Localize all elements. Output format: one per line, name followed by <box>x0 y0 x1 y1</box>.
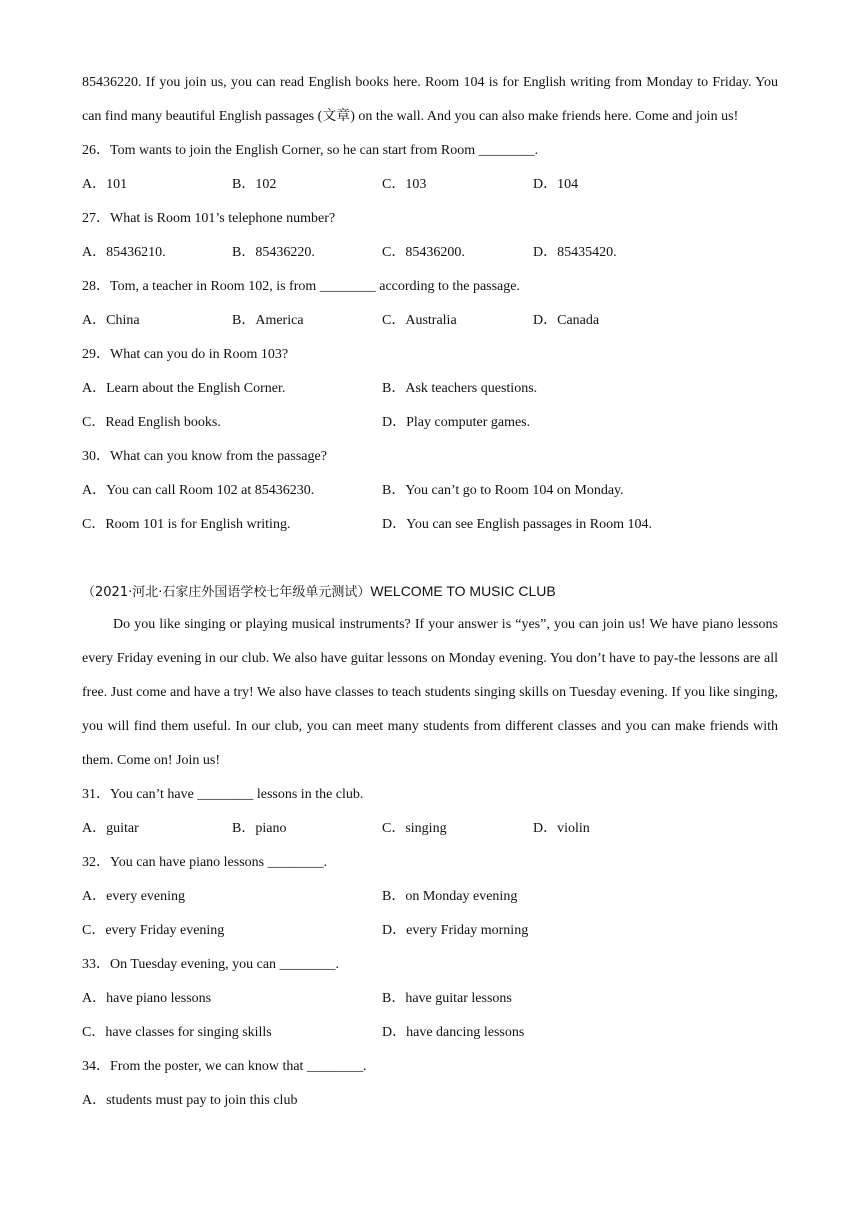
question-32-options-row1 <box>82 880 778 914</box>
option-b: B．You can’t go to Room 104 on Monday. <box>382 483 624 498</box>
option-a: A．85436210. <box>82 245 166 260</box>
passage2-heading <box>82 574 778 608</box>
option-a: A．have piano lessons <box>82 991 212 1006</box>
question-33-stem: 33．On Tuesday evening, you can ________. <box>82 957 340 972</box>
question-26-options <box>82 168 778 202</box>
section-gap <box>82 542 778 574</box>
option-b: B．Ask teachers questions. <box>382 381 538 396</box>
option-d: D．every Friday morning <box>382 923 529 938</box>
option-c: C．Read English books. <box>82 415 221 430</box>
option-b: B．102 <box>232 177 277 192</box>
passage2-title: WELCOME TO MUSIC CLUB <box>370 583 556 599</box>
passage1-text: 85436220. If you join us, you can read English books here. Room 104 is for English writing from Monday to Friday. You can find many beautiful English passages (文章) on the wall. And you can also make friends here. Come and join us! <box>82 75 778 124</box>
question-30-stem: 30．What can you know from the passage? <box>82 449 327 464</box>
passage2-text: Do you like singing or playing musical instruments? If your answer is “yes”, you can join us! We have piano lessons every Friday evening in our club. We also have guitar lessons on Monday evening. You don’t have to pay-the lessons are all free. Just come and have a try! We also have classes to teach students singing skills on Tuesday evening. If you like singing, you will find them useful. In our club, you can meet many students from different classes and you can make friends with them. Come on! Join us! <box>82 617 778 768</box>
option-b: B．on Monday evening <box>382 889 518 904</box>
option-c: C．85436200. <box>382 245 465 260</box>
option-c: C．every Friday evening <box>82 923 225 938</box>
question-27-options <box>82 236 778 270</box>
question-26-stem: 26．Tom wants to join the English Corner, so he can start from Room ________. <box>82 143 539 158</box>
passage2-source: （2021·河北·石家庄外国语学校七年级单元测试） <box>82 585 371 600</box>
option-c: C．103 <box>382 177 427 192</box>
option-d: D．104 <box>533 177 579 192</box>
option-d: D．violin <box>533 821 590 836</box>
question-28-stem: 28．Tom, a teacher in Room 102, is from ________ according to the passage. <box>82 279 520 294</box>
question-32-options-row2 <box>82 914 778 948</box>
option-c: C．Room 101 is for English writing. <box>82 517 291 532</box>
option-c: C．have classes for singing skills <box>82 1025 272 1040</box>
option-a: A．students must pay to join this club <box>82 1093 298 1108</box>
option-b: B．piano <box>232 821 287 836</box>
question-29-options-row1 <box>82 372 778 406</box>
option-b: B．85436220. <box>232 245 315 260</box>
option-d: D．have dancing lessons <box>382 1025 525 1040</box>
question-30-options-row2 <box>82 508 778 542</box>
option-a: A．China <box>82 313 140 328</box>
option-d: D．Canada <box>533 313 600 328</box>
option-c: C．singing <box>382 821 447 836</box>
question-29-options-row2 <box>82 406 778 440</box>
option-d: D．85435420. <box>533 245 617 260</box>
question-33-options-row2 <box>82 1016 778 1050</box>
question-34-stem: 34．From the poster, we can know that ________. <box>82 1059 367 1074</box>
option-a: A．Learn about the English Corner. <box>82 381 286 396</box>
question-31-stem: 31．You can’t have ________ lessons in the club. <box>82 787 364 802</box>
option-b: B．have guitar lessons <box>382 991 512 1006</box>
option-d: D．Play computer games. <box>382 415 531 430</box>
question-28-options <box>82 304 778 338</box>
question-27-stem: 27．What is Room 101’s telephone number? <box>82 211 336 226</box>
option-a: A．101 <box>82 177 128 192</box>
question-31-options <box>82 812 778 846</box>
question-29-stem: 29．What can you do in Room 103? <box>82 347 289 362</box>
option-c: C．Australia <box>382 313 457 328</box>
question-30-options-row1 <box>82 474 778 508</box>
option-a: A．every evening <box>82 889 186 904</box>
question-32-stem: 32．You can have piano lessons ________. <box>82 855 328 870</box>
document-page <box>82 66 778 1118</box>
option-a: A．You can call Room 102 at 85436230. <box>82 483 315 498</box>
option-a: A．guitar <box>82 821 139 836</box>
option-d: D．You can see English passages in Room 104. <box>382 517 653 532</box>
question-33-options-row1 <box>82 982 778 1016</box>
option-b: B．America <box>232 313 304 328</box>
